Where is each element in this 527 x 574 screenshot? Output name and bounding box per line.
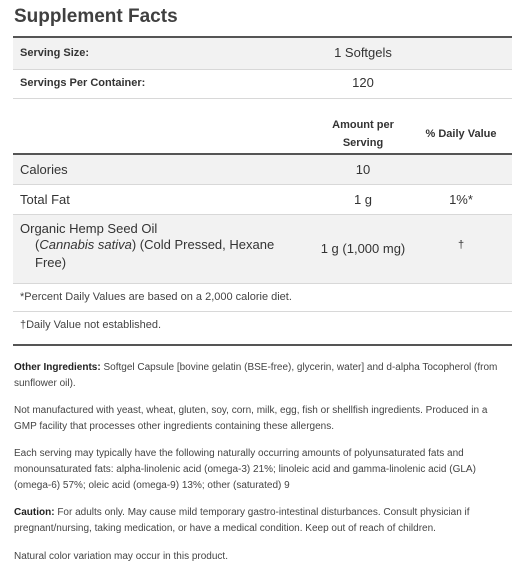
other-ingredients-label: Other Ingredients: (14, 362, 101, 373)
nutrient-daily-value: 1%* (449, 192, 473, 207)
serving-size-row (13, 38, 512, 70)
nutrient-amount: 1 g (353, 192, 373, 207)
serving-size-label: Serving Size: (20, 47, 90, 59)
servings-per-container-row (13, 70, 512, 99)
allergen-statement: Not manufactured with yeast, wheat, gluten, soy, corn, milk, egg, fish or shellfish ingredients. Produced in a GMP facility that processes other ingredients containing these allergens. (14, 405, 488, 432)
caution-statement: Caution: For adults only. May cause mild temporary gastro-intestinal disturbances. Consult physician if pregnant/nursing, taking medication, or have a medical condition. Keep out of reach of children. (14, 507, 470, 534)
color-variation-note: Natural color variation may occur in this product. (14, 551, 228, 562)
panel-title: Supplement Facts (14, 6, 178, 27)
percent-daily-value-footnote: *Percent Daily Values are based on a 2,000 calorie diet. (20, 291, 292, 303)
footnote-row (13, 284, 512, 312)
footnote-row (13, 312, 512, 339)
nutrient-daily-value: † (457, 239, 465, 251)
nutrient-amount: 10 (355, 162, 371, 177)
nutrient-row (13, 185, 512, 215)
nutrient-row (13, 215, 512, 284)
daily-value-header: % Daily Value (425, 128, 497, 140)
column-header-row (13, 99, 512, 155)
servings-per-container-label: Servings Per Container: (20, 77, 146, 89)
fatty-acid-profile: Each serving may typically have the following naturally occurring amounts of polyunsaturated fats and monounsaturated fats: alpha-linolenic acid (omega-3) 21%; linoleic acid and gamma-linolenic acid (GLA) (omega-6) 57%; oleic acid (omega-9) 13%; other (saturated) 9 (14, 448, 476, 491)
nutrient-amount: 1 g (1,000 mg) (320, 241, 406, 256)
supplement-facts-table (13, 36, 512, 339)
amount-header-line-2: Serving (342, 137, 384, 149)
amount-header-line-1: Amount per (332, 119, 394, 131)
serving-size-value: 1 Softgels (334, 45, 392, 60)
bottom-rule (13, 344, 512, 346)
botanical-name: Cannabis sativa (39, 237, 132, 252)
nutrient-name: Calories (20, 162, 68, 177)
daily-value-not-established-footnote: †Daily Value not established. (20, 319, 162, 331)
nutrient-name: Total Fat (20, 192, 70, 207)
servings-per-container-value: 120 (352, 75, 374, 90)
other-ingredients: Other Ingredients: Softgel Capsule [bovine gelatin (BSE-free), glycerin, water] and d-alpha Tocopherol (from sunflower oil). (14, 362, 498, 389)
nutrient-name: Organic Hemp Seed Oil (20, 221, 158, 236)
nutrient-description: (Cannabis sativa) (Cold Pressed, Hexane Free) (35, 237, 275, 270)
nutrient-row (13, 155, 512, 185)
caution-label: Caution: (14, 507, 55, 518)
